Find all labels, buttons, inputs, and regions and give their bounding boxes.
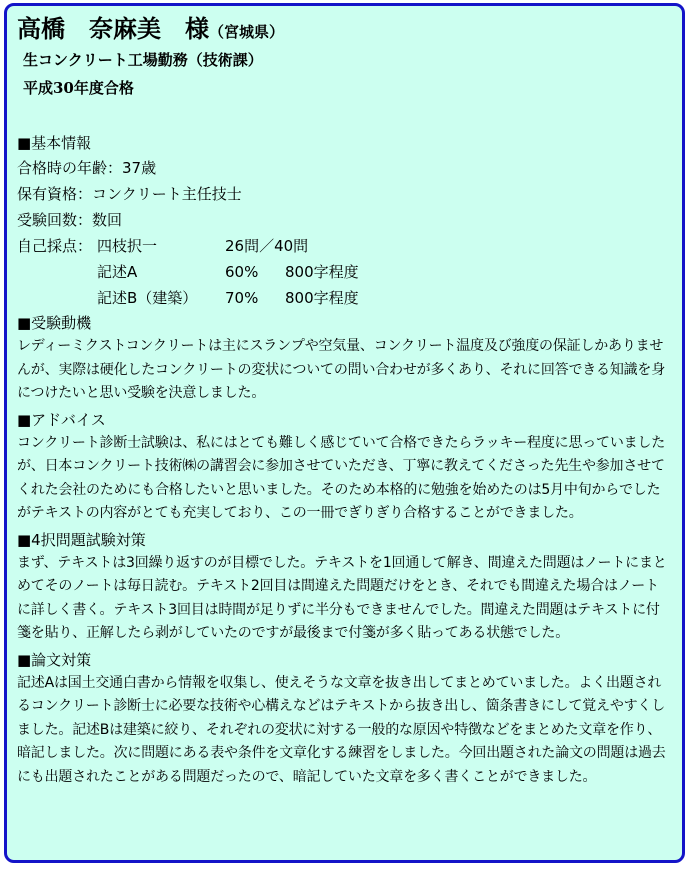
score-rate: 26問／40問 bbox=[225, 237, 309, 255]
score-row bbox=[17, 285, 672, 311]
essay-heading: ■論文対策 bbox=[17, 650, 92, 669]
spacer bbox=[17, 102, 672, 131]
score-label: 自己採点： bbox=[17, 237, 93, 255]
score-item: 記述B（建築） bbox=[97, 289, 198, 307]
age-row: 合格時の年齢：37歳 bbox=[17, 159, 157, 177]
motive-heading: ■受験動機 bbox=[17, 314, 92, 332]
pass-year: 平成30年度合格 bbox=[23, 79, 134, 97]
attempts-row: 受験回数：数回 bbox=[17, 211, 123, 229]
score-item: 四枝択一 bbox=[97, 237, 158, 255]
score-row bbox=[17, 233, 672, 259]
basic-info-heading: ■基本情報 bbox=[17, 134, 92, 152]
score-rate: 60% bbox=[225, 263, 259, 281]
motive-text: レディーミクストコンクリートは主にスランプや空気量、コンクリート温度及び強度の保証しかありませんが、実際は硬化したコンクリートの変状についての問い合わせが多くあり、それに回答できる知識を身につけたいと思い受験を決意しました。 bbox=[17, 338, 666, 401]
prefecture: （宮城県） bbox=[209, 23, 285, 41]
name-line bbox=[17, 12, 672, 46]
profile-card bbox=[4, 3, 685, 863]
essay-text: 記述Aは国土交通白書から情報を収集し、使えそうな文章を抜き出してまとめていました。よく出題されるコンクリート診断士に必要な技術や心構えなどはテキストから抜き出し、箇条書きにして覚えやすくしました。記述Bは建築に絞り、それぞれの変状に対する一般的な原因や特徴などをまとめた文章を作り、暗記しました。次に問題にある表や条件を文章化する練習をしました。今回出題された論文の問題は過去にも出題されたことがある問題だったので、暗記していた文章を多く書くことができました。 bbox=[17, 674, 666, 785]
advice-text: コンクリート診断士試験は、私にはとても難しく感じていて合格できたらラッキー程度に思っていましたが、日本コンクリート技術㈱の講習会に参加させていただき、丁寧に教えてくださった先生や参加させてくれた会社のためにも合格したいと思いました。そのため本格的に勉強を始めたのは5月中旬からでしたがテキストの内容がとても充実しており、この一冊でぎりぎり合格することができました。 bbox=[17, 434, 666, 521]
score-note: 800字程度 bbox=[285, 263, 359, 281]
advice-heading: ■アドバイス bbox=[17, 410, 106, 429]
workplace: 生コンクリート工場勤務（技術課） bbox=[23, 51, 263, 69]
mc-text: まず、テキストは3回繰り返すのが目標でした。テキストを1回通して解き、間違えた問題はノートにまとめてそのノートは毎日読む。テキスト2回目は間違えた問題だけをとき、それでも間違えた場合はノートに詳しく書く。テキスト3回目は時間が足りずに半分もできませんでした。間違えた問題はテキストに付箋を貼り、正解したら剥がしていたのですが最後まで付箋が多く貼ってある状態でした。 bbox=[17, 554, 667, 641]
score-row bbox=[17, 259, 672, 285]
score-rate: 70% bbox=[225, 289, 259, 307]
person-name: 高橋 奈麻美 様 bbox=[17, 14, 209, 43]
score-note: 800字程度 bbox=[285, 289, 359, 307]
qualification-row: 保有資格：コンクリート主任技士 bbox=[17, 185, 242, 203]
mc-heading: ■4択問題試験対策 bbox=[17, 530, 146, 549]
score-item: 記述A bbox=[97, 263, 138, 281]
